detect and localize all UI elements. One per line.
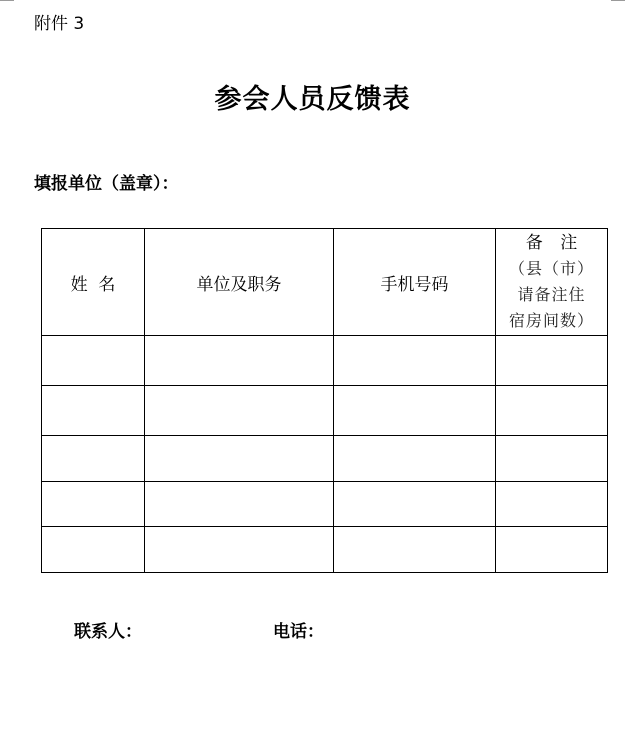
- cell-remark[interactable]: [496, 527, 608, 573]
- header-remark-line: 请备注住: [517, 285, 586, 304]
- unit-label: 填报单位（盖章）：: [34, 174, 179, 194]
- table-row: [42, 336, 608, 386]
- phone-label: 电话：: [273, 622, 324, 642]
- cell-unit-position[interactable]: [145, 482, 334, 527]
- page-title: 参会人员反馈表: [214, 84, 411, 115]
- table-header-row: [42, 229, 608, 336]
- cell-phone[interactable]: [334, 527, 496, 573]
- cell-name[interactable]: [42, 482, 145, 527]
- cell-unit-position[interactable]: [145, 436, 334, 482]
- header-unit-position: 单位及职务: [145, 229, 334, 336]
- cell-remark[interactable]: [496, 336, 608, 386]
- cell-remark[interactable]: [496, 436, 608, 482]
- cell-phone[interactable]: [334, 436, 496, 482]
- cell-phone[interactable]: [334, 336, 496, 386]
- header-remark-line: 宿房间数）: [508, 311, 594, 330]
- header-remark: [496, 229, 608, 336]
- header-remark-title: 备 注: [525, 233, 584, 253]
- table-row: [42, 482, 608, 527]
- cell-phone[interactable]: [334, 482, 496, 527]
- page-corner-mark-right: [611, 0, 625, 1]
- cell-remark[interactable]: [496, 386, 608, 436]
- cell-unit-position[interactable]: [145, 336, 334, 386]
- cell-name[interactable]: [42, 527, 145, 573]
- table-row: [42, 527, 608, 573]
- page-corner-mark-left: [0, 0, 14, 1]
- cell-name[interactable]: [42, 336, 145, 386]
- attachment-label: 附件 3: [34, 14, 85, 34]
- cell-remark[interactable]: [496, 482, 608, 527]
- contact-label: 联系人：: [74, 622, 142, 642]
- header-name: 姓 名: [42, 229, 145, 336]
- cell-phone[interactable]: [334, 386, 496, 436]
- table-row: [42, 386, 608, 436]
- table-row: [42, 436, 608, 482]
- header-phone: 手机号码: [334, 229, 496, 336]
- header-remark-line: （县（市）: [508, 259, 594, 278]
- cell-unit-position[interactable]: [145, 527, 334, 573]
- cell-name[interactable]: [42, 436, 145, 482]
- feedback-table: [41, 228, 608, 573]
- cell-unit-position[interactable]: [145, 386, 334, 436]
- cell-name[interactable]: [42, 386, 145, 436]
